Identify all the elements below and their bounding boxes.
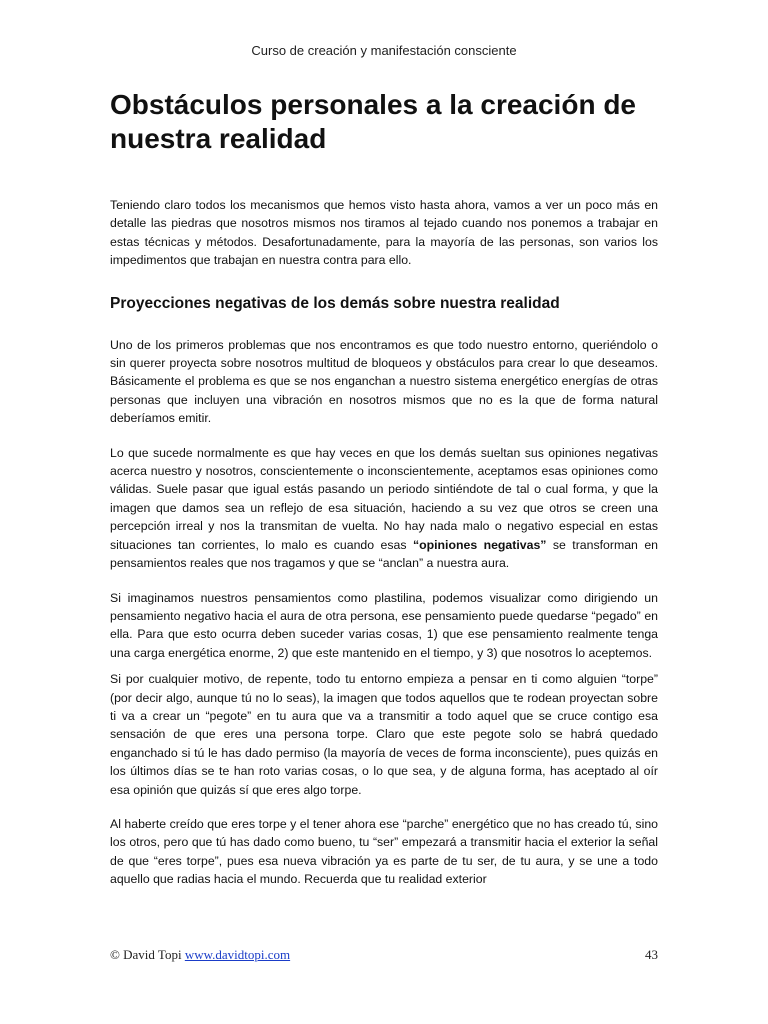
body-paragraph: Si imaginamos nuestros pensamientos como plastilina, podemos visualizar como dirigiendo un pensamiento negativo hacia el aura de otra persona, ese pensamiento puede quedarse “pegado” en ella. Para que esto ocurra deben suceder varias cosas, 1) que ese pensamiento realmente tenga una carga energética enorme, 2) que este mantenido en el tiempo, y 3) que nosotros lo aceptemos. (110, 590, 658, 660)
bold-phrase: “opiniones negativas” (412, 537, 547, 552)
intro-paragraph: Teniendo claro todos los mecanismos que hemos visto hasta ahora, vamos a ver un poco más en detalle las piedras que nosotros mismos nos tiramos al tejado cuando nos ponemos a trabajar en estas técnicas y métodos. Desafortunadamente, para la mayoría de las personas, son varios los impedimentos que trabajan en nuestra contra para ello. (110, 198, 658, 268)
copyright-notice: © David Topi (110, 947, 185, 962)
page-footer (110, 947, 658, 963)
body-paragraph: Si por cualquier motivo, de repente, todo tu entorno empieza a pensar en ti como alguien “torpe” (por decir algo, aunque tú no lo seas), la imagen que todos aquellos que te rodean proyectan sobre ti va a crear un “pegote” en tu aura que va a transmitir a todo aquel que se cruce contigo esa sensación de que eres una persona torpe. Claro que este pegote solo se habrá quedado enganchado si tú le has dado permiso (la mayoría de veces de forma inconsciente), pues quizás en los últimos días se te han roto varias cosas, o lo que sea, y de alguna forma, has aceptado al oír esa opinión que quizás sí que eres algo torpe. (110, 672, 658, 797)
body-paragraph: Uno de los primeros problemas que nos encontramos es que todo nuestro entorno, queriéndolo o sin querer proyecta sobre nosotros multitud de bloqueos y obstáculos para crear lo que deseamos. Básicamente el problema es que se nos enganchan a nuestro sistema energético energías de otras personas que incluyen una vibración en nosotros mismos que no es la que de forma natural deberíamos emitir. (110, 337, 658, 426)
website-link[interactable]: www.davidtopi.com (184, 947, 291, 962)
paragraph-text: se transforman en pensamientos reales que nos tragamos y que se “anclan” a nuestra aura. (110, 537, 658, 571)
paragraph-text: Lo que sucede normalmente es que hay veces en que los demás sueltan sus opiniones negativas acerca nuestro y nosotros, conscientemente o inconscientemente, aceptamos esas opiniones como válidas. Suele pasar que igual estás pasando un periodo sintiéndote de tal o cual forma, y que la imagen que damos sea un reflejo de esa situación, haciendo a su vez que otros se creen una percepción irreal y nos la transmitan de vuelta. No hay nada malo o negativo especial en estas situaciones tan corrientes, lo malo es cuando esas (110, 445, 658, 552)
body-paragraph (110, 444, 658, 573)
body-paragraph: Al haberte creído que eres torpe y el tener ahora ese “parche” energético que no has creado tú, sino los otros, pero que tú has dado como bueno, tu “ser” empezará a transmitir hacia el exterior la señal de que “eres torpe”, pues esa nueva vibración ya es parte de tu ser, de tu aura, y se une a todo aquello que radias hacia el mundo. Recuerda que tu realidad exterior (110, 816, 658, 887)
running-header: Curso de creación y manifestación consciente (251, 43, 517, 58)
page-body (110, 196, 658, 889)
page-number: 43 (645, 947, 658, 962)
section-heading: Proyecciones negativas de los demás sobre nuestra realidad (110, 294, 560, 312)
chapter-title: Obstáculos personales a la creación de nuestra realidad (110, 89, 636, 154)
